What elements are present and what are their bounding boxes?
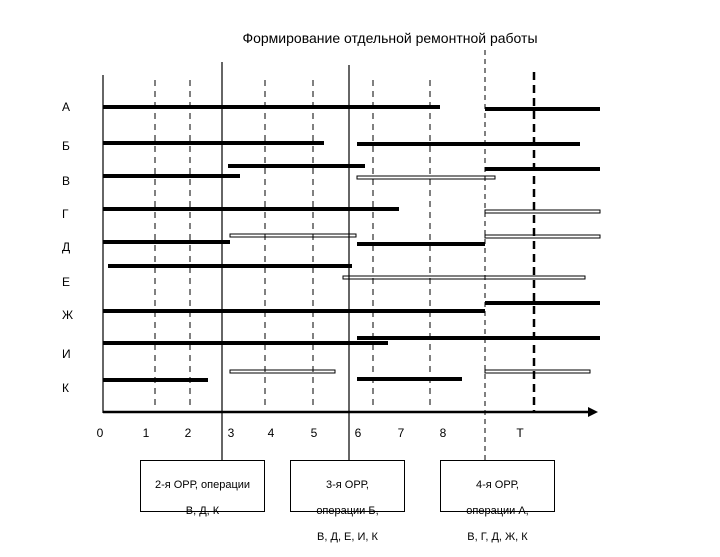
- row-label-v: В: [62, 174, 71, 188]
- callout-orr-3-line1: 3-я ОРР,: [325, 479, 369, 491]
- solid-bars: [103, 107, 600, 380]
- row-label-b: Б: [62, 139, 70, 153]
- row-label-g: Г: [62, 207, 69, 221]
- callout-orr-4-line2: операции А,: [466, 505, 529, 517]
- row-label-k: К: [62, 381, 69, 395]
- double-bar-v: [357, 176, 495, 179]
- tick-label-4: 4: [267, 426, 275, 440]
- tick-label-6: 6: [354, 426, 362, 440]
- tick-label-7: 7: [397, 426, 405, 440]
- double-bar-k-2: [485, 370, 590, 373]
- double-bar-g: [485, 210, 600, 213]
- callout-orr-2: [140, 460, 265, 517]
- callout-orr-4-line1: 4-я ОРР,: [475, 479, 519, 491]
- diagram-title: Формирование отдельной ремонтной работы: [242, 30, 538, 46]
- tick-label-8: 8: [439, 426, 447, 440]
- callout-orr-2-line2: В, Д, К: [185, 505, 220, 517]
- double-bar-e: [343, 276, 585, 279]
- double-bar-d-2: [485, 235, 600, 238]
- row-label-i: И: [62, 347, 71, 361]
- callout-orr-3-line2: операции Б,: [316, 505, 379, 517]
- callout-orr-3-line3: В, Д, Е, И, К: [317, 531, 378, 543]
- tick-label-3: 3: [227, 426, 235, 440]
- callout-orr-2-line1: 2-я ОРР, операции: [154, 479, 251, 491]
- double-bar-k-1: [230, 370, 335, 373]
- callout-orr-4: [440, 460, 555, 543]
- double-bar-d-1: [230, 234, 356, 237]
- callout-orr-3: [290, 460, 405, 543]
- x-axis-arrow: [588, 407, 598, 417]
- tick-label-2: 2: [184, 426, 192, 440]
- row-label-a: А: [62, 100, 71, 114]
- tick-label-0: 0: [96, 426, 104, 440]
- row-label-d: Д: [62, 240, 71, 254]
- tick-label-1: 1: [142, 426, 150, 440]
- callout-orr-4-line3: В, Г, Д, Ж, К: [467, 531, 528, 543]
- tick-label-t: Т: [516, 426, 524, 440]
- row-label-e: Е: [62, 275, 71, 289]
- row-label-zh: Ж: [62, 308, 74, 322]
- tick-label-5: 5: [310, 426, 318, 440]
